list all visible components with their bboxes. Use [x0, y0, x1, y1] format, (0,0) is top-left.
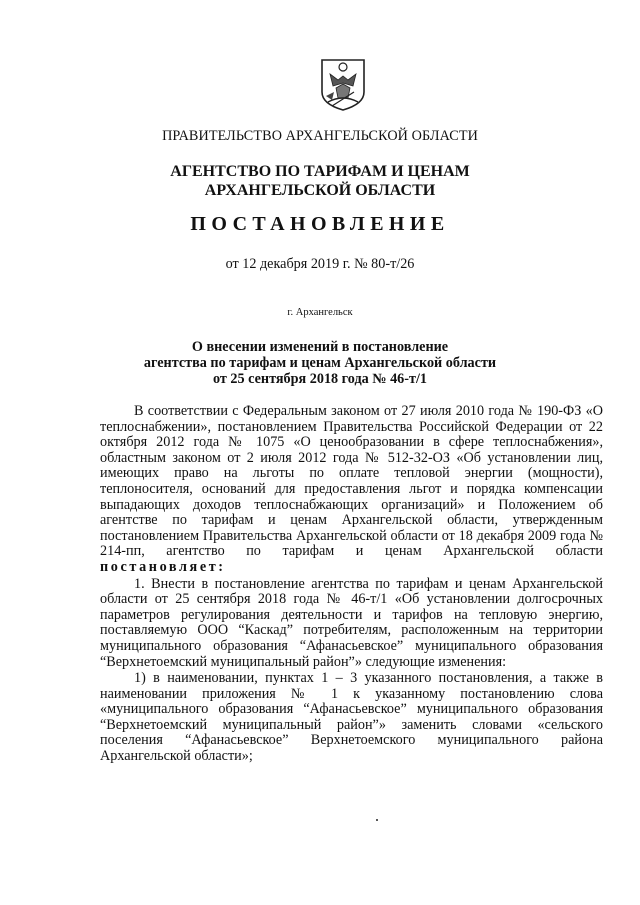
agency-name-line2: АРХАНГЕЛЬСКОЙ ОБЛАСТИ: [204, 182, 436, 199]
coat-of-arms-icon: [320, 58, 366, 112]
subject-line2: агентства по тарифам и ценам Архангельской области: [143, 355, 497, 372]
preamble-paragraph: [100, 404, 603, 576]
page-speck: [376, 819, 378, 821]
subject-line3: от 25 сентября 2018 года № 46-т/1: [213, 371, 427, 388]
agency-name: [0, 162, 640, 200]
item-1-1-paragraph: 1) в наименовании, пунктах 1 – 3 указанного постановления, а также в наименовании приложения № 1 к указанному постановлению слова «муниципального образования “Афанасьевское” муниципального образования “Верхнетоемский муниципальный район”» заменить словами «сельского поселения “Афанасьевское” Верхнетоемского муниципального района Архангельской области»;: [100, 670, 603, 765]
decree-colon: :: [218, 558, 224, 575]
agency-name-line1: АГЕНТСТВО ПО ТАРИФАМ И ЦЕНАМ: [170, 163, 470, 180]
document-body: [100, 404, 603, 765]
preamble-text: В соответствии с Федеральным законом от 27 июля 2010 года № 190-ФЗ «О теплоснабжении», постановлением Правительства Российской Федерации от 22 октября 2012 года № 1075 «О ценообразовании в сфере теплоснабжения», областным законом от 2 июля 2012 года № 512-32-ОЗ «Об установлении лиц, имеющих право на льготы по оплате тепловой энергии (мощности), теплоносителя, оснований для предоставления льгот и порядка компенсации выпадающих доходов теплоснабжающих организаций» и Положением об агентстве по тарифам и ценам Архангельской области, утвержденным постановлением Правительства Архангельской области от 18 декабря 2009 года № 214-пп, агентство по тарифам и ценам Архангельской области: [100, 403, 603, 560]
decree-word: постановляет: [100, 558, 219, 575]
government-name: ПРАВИТЕЛЬСТВО АРХАНГЕЛЬСКОЙ ОБЛАСТИ: [162, 128, 478, 144]
subject-line1: О внесении изменений в постановление: [191, 339, 449, 355]
item-1-paragraph: 1. Внести в постановление агентства по тарифам и ценам Архангельской области от 25 сентября 2018 года № 46-т/1 «Об установлении долгосрочных параметров регулирования деятельности и тарифов на тепловую энергию, поставляемую ООО “Каскад” потребителям, расположенным на территории муниципального образования “Афанасьевское” муниципального образования “Верхнетоемский муниципальный район”» следующие изменения:: [100, 575, 603, 670]
document-city: г. Архангельск: [287, 307, 353, 318]
document-subject: [0, 339, 640, 388]
document-date-number: от 12 декабря 2019 г. № 80-т/26: [225, 256, 415, 272]
document-type: ПОСТАНОВЛЕНИЕ: [190, 213, 450, 235]
